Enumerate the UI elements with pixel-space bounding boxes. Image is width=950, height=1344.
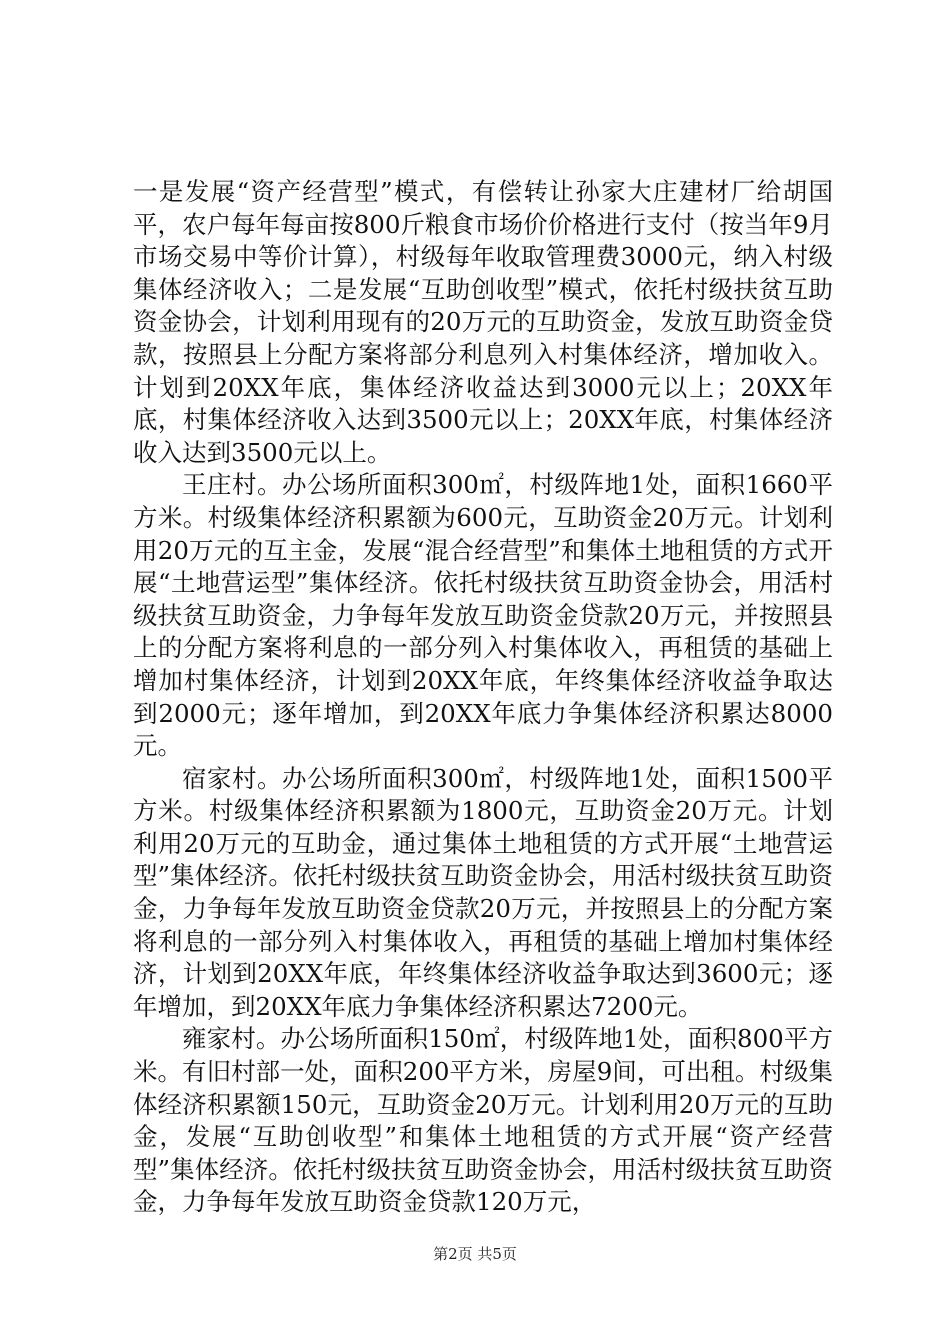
paragraph-wangzhuang: 王庄村。办公场所面积300㎡，村级阵地1处，面积1660平方米。村级集体经济积累额为600元，互助资金20万元。计划利用20万元的互主金，发展“混合经营型”和集体土地租赁的方式开展“土地营运型”集体经济。依托村级扶贫互助资金协会，用活村级扶贫互助资金，力争每年发放互助资金贷款20万元，并按照县上的分配方案将利息的一部分列入村集体收入，再租赁的基础上增加村集体经济，计划到20XX年底，年终集体经济收益争取达到2000元；逐年增加，到20XX年底力争集体经济积累达8000元。 bbox=[133, 470, 833, 761]
document-body bbox=[133, 176, 833, 1219]
page-number-footer: 第2页 共5页 bbox=[433, 1245, 517, 1263]
paragraph-sujia: 宿家村。办公场所面积300㎡，村级阵地1处，面积1500平方米。村级集体经济积累额为1800元，互助资金20万元。计划利用20万元的互助金，通过集体土地租赁的方式开展“土地营运型”集体经济。依托村级扶贫互助资金协会，用活村级扶贫互助资金，力争每年发放互助资金贷款20万元，并按照县上的分配方案将利息的一部分列入村集体收入，再租赁的基础上增加村集体经济，计划到20XX年底，年终集体经济收益争取达到3600元；逐年增加，到20XX年底力争集体经济积累达7200元。 bbox=[133, 763, 833, 1021]
paragraph-yongjia: 雍家村。办公场所面积150㎡，村级阵地1处，面积800平方米。有旧村部一处，面积200平方米，房屋9间，可出租。村级集体经济积累额150元，互助资金20万元。计划利用20万元的互助金，发展“互助创收型”和集体土地租赁的方式开展“资产经营型”集体经济。依托村级扶贫互助资金协会，用活村级扶贫互助资金，力争每年发放互助资金贷款120万元， bbox=[133, 1024, 833, 1217]
paragraph-1: 一是发展“资产经营型”模式，有偿转让孙家大庄建材厂给胡国平，农户每年每亩按800斤粮食市场价价格进行支付（按当年9月市场交易中等价计算），村级每年收取管理费3000元，纳入村级集体经济收入；二是发展“互助创收型”模式，依托村级扶贫互助资金协会，计划利用现有的20万元的互助资金，发放互助资金贷款，按照县上分配方案将部分利息列入村集体经济，增加收入。计划到20XX年底，集体经济收益达到3000元以上；20XX年底，村集体经济收入达到3500元以上；20XX年底，村集体经济收入达到3500元以上。 bbox=[133, 177, 833, 467]
